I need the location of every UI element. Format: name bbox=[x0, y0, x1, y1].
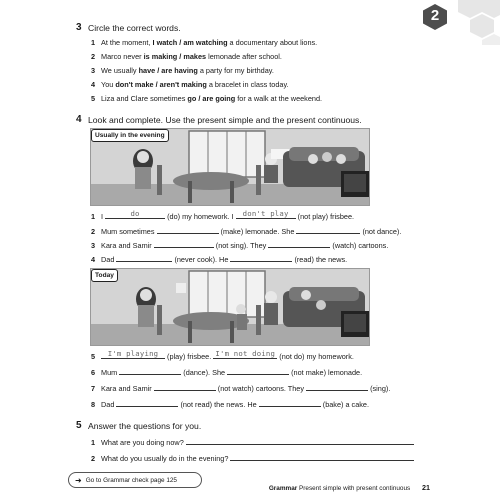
answer-blank[interactable] bbox=[154, 241, 214, 248]
exercise-5-heading bbox=[76, 420, 202, 431]
answer-blank[interactable] bbox=[101, 349, 165, 359]
answer-blank[interactable] bbox=[119, 368, 181, 375]
handwritten-answer: don't play bbox=[242, 209, 289, 218]
exercise-3-heading bbox=[76, 22, 181, 33]
living-room-illustration bbox=[91, 269, 370, 346]
answer-blank[interactable] bbox=[259, 400, 321, 407]
footer-topic: Present simple with present continuous bbox=[299, 485, 411, 492]
page-footer bbox=[269, 483, 430, 492]
ex4-item-6: 6 Mum (dance). She (not make) lemonade. bbox=[91, 368, 363, 377]
ex3-item-3: 3 We usually have / are having a party for my birthday. bbox=[91, 66, 274, 75]
ex4-item-5: 5 I'm playing (play) frisbee. I'm not doing (not do) my homework. bbox=[91, 349, 354, 361]
answer-blank[interactable] bbox=[154, 384, 216, 391]
ex4-item-8: 8 Dad (not read) the news. He (bake) a cake. bbox=[91, 400, 369, 409]
exercise-title: Circle the correct words. bbox=[88, 22, 181, 33]
handwritten-answer: I'm not doing bbox=[215, 349, 276, 358]
arrow-icon: ➜ bbox=[75, 475, 82, 485]
footer-section: Grammar bbox=[268, 485, 298, 492]
exercise-number: 5 bbox=[76, 420, 82, 431]
scene-label: Today bbox=[91, 269, 118, 282]
ex4-item-3: 3 Kara and Samir (not sing). They (watch) cartoons. bbox=[91, 241, 389, 250]
exercise-number: 3 bbox=[76, 22, 82, 33]
answer-blank[interactable] bbox=[116, 400, 178, 407]
choice-options[interactable]: I watch / am watching bbox=[152, 38, 228, 47]
exercise-4-heading bbox=[76, 114, 362, 125]
ex4-item-4: 4 Dad (never cook). He (read) the news. bbox=[91, 255, 348, 264]
ex3-item-4: 4 You don't make / aren't making a bracelet in class today. bbox=[91, 80, 289, 89]
unit-badge bbox=[422, 3, 448, 36]
choice-options[interactable]: is making / makes bbox=[143, 52, 207, 61]
handwritten-answer: do bbox=[130, 209, 140, 218]
answer-blank[interactable] bbox=[227, 368, 289, 375]
exercise-title: Answer the questions for you. bbox=[88, 420, 202, 431]
page-number: 21 bbox=[422, 483, 430, 492]
ex4-item-1: 1 I do (do) my homework. I don't play (not play) frisbee. bbox=[91, 209, 355, 221]
ex3-item-5: 5 Liza and Clare sometimes go / are going for a walk at the weekend. bbox=[91, 94, 323, 103]
grammar-check-text: Go to Grammar check page 125 bbox=[85, 476, 177, 484]
choice-options[interactable]: go / are going bbox=[187, 94, 236, 103]
answer-line[interactable] bbox=[186, 438, 414, 445]
answer-blank[interactable] bbox=[230, 255, 292, 262]
answer-blank[interactable] bbox=[268, 241, 330, 248]
grammar-check-link[interactable] bbox=[68, 472, 202, 488]
answer-blank[interactable] bbox=[296, 227, 360, 234]
ex4-item-7: 7 Kara and Samir (not watch) cartoons. They (sing). bbox=[91, 384, 391, 393]
ex3-item-1: 1 At the moment, I watch / am watching a documentary about lions. bbox=[91, 38, 318, 47]
illustration-today bbox=[90, 268, 370, 346]
choice-options[interactable]: have / are having bbox=[138, 66, 198, 75]
ex5-question-2: 2 What do you usually do in the evening? bbox=[91, 454, 414, 463]
answer-blank[interactable] bbox=[213, 349, 277, 359]
answer-line[interactable] bbox=[230, 454, 414, 461]
handwritten-answer: I'm playing bbox=[107, 349, 159, 358]
unit-number: 2 bbox=[430, 7, 440, 24]
ex5-question-1: 1 What are you doing now? bbox=[91, 438, 414, 447]
ex3-item-2: 2 Marco never is making / makes lemonade after school. bbox=[91, 52, 282, 61]
answer-blank[interactable] bbox=[157, 227, 219, 234]
choice-options[interactable]: don't make / aren't making bbox=[115, 80, 207, 89]
illustration-usually-evening bbox=[90, 128, 370, 206]
exercise-title: Look and complete. Use the present simple and the present continuous. bbox=[88, 114, 362, 125]
scene-label: Usually in the evening bbox=[91, 129, 169, 142]
exercise-number: 4 bbox=[76, 114, 82, 125]
answer-blank[interactable] bbox=[105, 209, 165, 219]
answer-blank[interactable] bbox=[306, 384, 368, 391]
answer-blank[interactable] bbox=[236, 209, 296, 219]
answer-blank[interactable] bbox=[116, 255, 172, 262]
ex4-item-2: 2 Mum sometimes (make) lemonade. She (not dance). bbox=[91, 227, 402, 236]
